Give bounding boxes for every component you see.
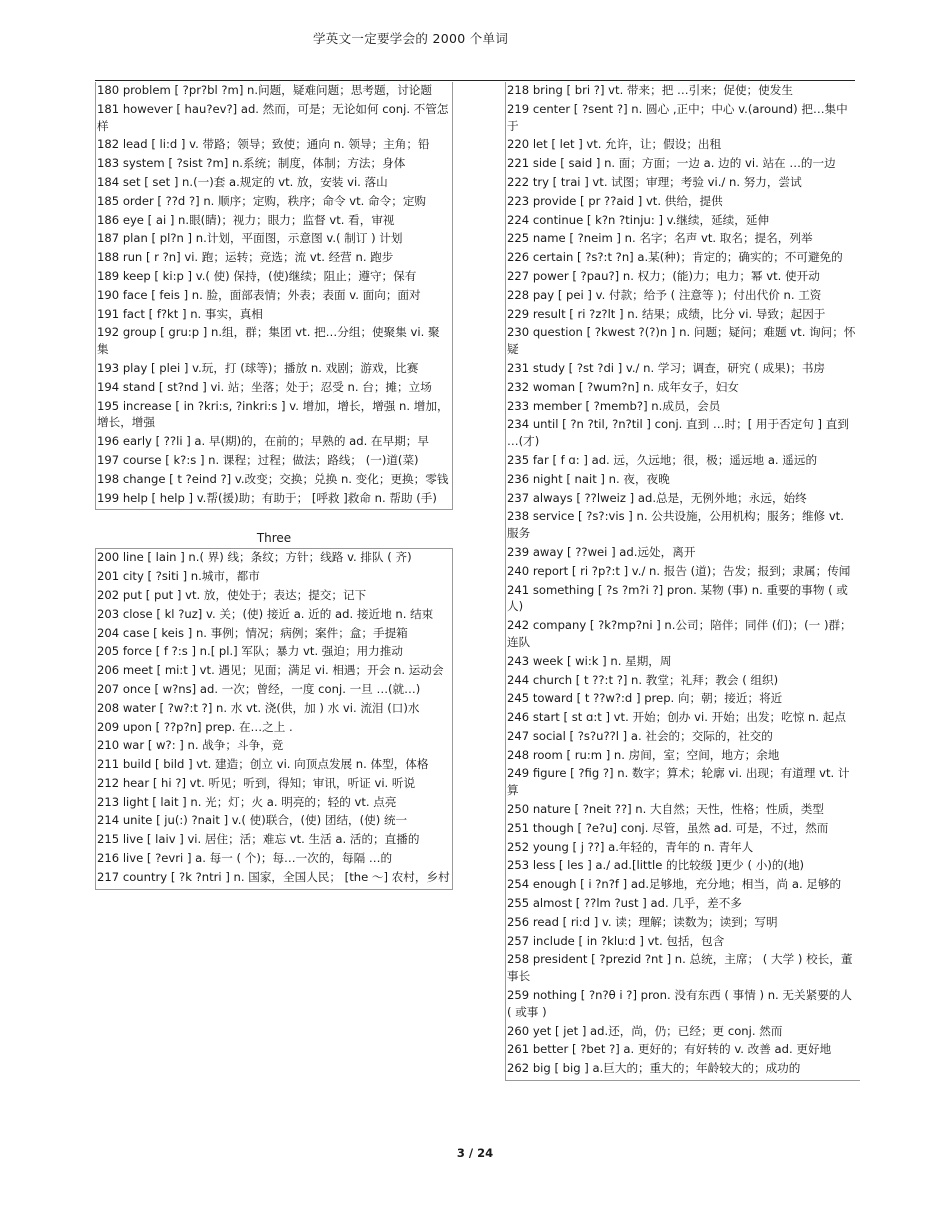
- word-entry: 253 less [ les ] a./ ad.[little 的比较级 ]更少 ( 小)的(地): [507, 858, 805, 873]
- word-entry: 237 always [ ??lweiz ] ad.总是，无例外地；永远，始终: [507, 490, 807, 505]
- word-entry: 260 yet [ jet ] ad.还，尚，仍；已经；更 conj. 然而: [507, 1023, 783, 1038]
- left-column: [95, 82, 453, 890]
- word-entry: 221 side [ said ] n. 面；方面；一边 a. 边的 vi. 站在 …的一边: [507, 156, 836, 171]
- word-entry: 235 far [ f ɑ: ] ad. 远，久远地；很，极；遥远地 a. 遥远的: [507, 452, 818, 467]
- word-entry: 254 enough [ i ?n?f ] ad.足够地，充分地；相当，尚 a. 足够的: [507, 877, 842, 892]
- word-entry: 183 system [ ?sist ?m] n.系统；制度，体制；方法；身体: [97, 156, 406, 171]
- word-entry: 211 build [ bild ] vt. 建造；创立 vi. 向顶点发展 n. 体型，体格: [97, 757, 429, 772]
- word-entry: 217 country [ ?k ?ntri ] n. 国家，全国人民； [the ～] 农村，乡村: [97, 869, 450, 884]
- word-entry: 232 woman [ ?wum?n] n. 成年女子，妇女: [507, 379, 739, 394]
- word-entry: 214 unite [ ju(:) ?nait ] v.( 使)联合，(使) 团结，(使) 统一: [97, 813, 408, 828]
- word-entry: 261 better [ ?bet ?] a. 更好的；有好转的 v. 改善 ad. 更好地: [507, 1042, 832, 1057]
- word-entry: 189 keep [ ki:p ] v.( 使) 保持，(使)继续；阻止；遵守；保有: [97, 268, 417, 283]
- word-entry: 241 something [ ?s ?m?i ?] pron. 某物 (事) n. 重要的事物 ( 或人): [507, 582, 848, 614]
- word-entry: 220 let [ let ] vt. 允许，让；假设；出租: [507, 137, 722, 152]
- word-entry: 193 play [ plei ] v.玩，打 (球等)；播放 n. 戏剧；游戏，比赛: [97, 360, 419, 375]
- word-entry: 180 problem [ ?pr?bl ?m] n.问题，疑难问题；思考题，讨论题: [97, 83, 432, 97]
- word-entry: 228 pay [ pei ] v. 付款；给予 ( 注意等 )；付出代价 n. 工资: [507, 287, 822, 302]
- word-entry: 249 figure [ ?fig ?] n. 数字；算术；轮廓 vi. 出现；有道理 vt. 计算: [507, 766, 850, 798]
- word-entry: 204 case [ keis ] n. 事例；情况；病例；案件；盒；手提箱: [97, 625, 408, 640]
- word-entry: 218 bring [ bri ?] vt. 带来；把 …引来；促使；使发生: [507, 83, 793, 97]
- word-entry: 223 provide [ pr ??aid ] vt. 供给，提供: [507, 193, 723, 208]
- word-entry: 215 live [ laiv ] vi. 居住；活；难忘 vt. 生活 a. 活的；直播的: [97, 832, 420, 847]
- word-entry: 213 light [ lait ] n. 光；灯；火 a. 明亮的；轻的 vt. 点亮: [97, 794, 397, 809]
- word-entry: 242 company [ ?k?mp?ni ] n.公司；陪伴；同伴 (们)；(一 )群；连队: [507, 618, 852, 649]
- word-entry: 194 stand [ st?nd ] vi. 站；坐落；处于；忍受 n. 台；摊；立场: [97, 379, 432, 394]
- word-entry: 205 force [ f ?:s ] n.[ pl.] 军队；暴力 vt. 强迫；用力推动: [97, 644, 403, 659]
- word-entry: 230 question [ ?kwest ?(?)n ] n. 问题；疑问；难题 vt. 询问；怀疑: [507, 325, 856, 357]
- word-entry: 210 war [ w?: ] n. 战争；斗争，竞: [97, 738, 284, 753]
- word-entry: 257 include [ in ?klu:d ] vt. 包括，包含: [507, 933, 725, 948]
- word-entry: 238 service [ ?s?:vis ] n. 公共设施，公用机构；服务；维修 vt. 服务: [507, 509, 844, 541]
- page-header: [95, 24, 855, 81]
- word-entry: 262 big [ big ] a.巨大的；重大的；年龄较大的；成功的: [507, 1061, 801, 1076]
- word-entry: 229 result [ ri ?z?lt ] n. 结果；成绩，比分 vi. 导致；起因于: [507, 306, 826, 321]
- word-entry: 256 read [ ri:d ] v. 读；理解；读数为；读到；写明: [507, 914, 778, 929]
- word-entry: 244 church [ t ??:t ?] n. 教堂；礼拜；教会 ( 组织): [507, 672, 779, 687]
- word-entry: 239 away [ ??wei ] ad.远处，离开: [507, 544, 696, 559]
- page-number: 3 / 24: [456, 1146, 494, 1160]
- word-entry: 255 almost [ ??lm ?ust ] ad. 几乎，差不多: [507, 896, 742, 911]
- word-list-box: [95, 82, 453, 510]
- word-entry: 191 fact [ f?kt ] n. 事实，真相: [97, 306, 263, 321]
- right-column: [505, 82, 860, 1081]
- word-entry: 207 once [ w?ns] ad. 一次；曾经，一度 conj. 一旦 …(就…): [97, 681, 421, 696]
- word-entry: 208 water [ ?w?:t ?] n. 水 vt. 浇(供，加 ) 水 vi. 流泪 (口)水: [97, 700, 420, 715]
- word-entry: 203 close [ kl ?uz] v. 关；(使) 接近 a. 近的 ad. 接近地 n. 结束: [97, 606, 434, 621]
- word-entry: 234 until [ ?n ?til, ?n?til ] conj. 直到 …时；[ 用于否定句 ] 直到 …(才): [507, 417, 849, 449]
- word-entry: 227 power [ ?pau?] n. 权力；(能)力；电力；幂 vt. 使开动: [507, 268, 820, 283]
- word-list-box: [505, 82, 860, 1081]
- word-entry: 188 run [ r ?n] vi. 跑；运转；竞选；流 vt. 经营 n. 跑步: [97, 250, 394, 265]
- word-entry: 202 put [ put ] vt. 放，使处于；表达；提交；记下: [97, 587, 367, 602]
- word-entry: 258 president [ ?prezid ?nt ] n. 总统，主席； ( 大学 ) 校长，董事长: [507, 952, 853, 984]
- word-entry: 252 young [ j ??] a.年轻的，青年的 n. 青年人: [507, 839, 754, 854]
- word-entry: 186 eye [ ai ] n.眼(睛)；视力；眼力；监督 vt. 看，审视: [97, 212, 395, 227]
- word-entry: 247 social [ ?s?u??l ] a. 社会的；交际的，社交的: [507, 728, 773, 743]
- word-entry: 226 certain [ ?s?:t ?n] a.某(种)；肯定的；确实的；不可避免的: [507, 250, 843, 265]
- word-entry: 185 order [ ??d ?] n. 顺序；定购，秩序；命令 vt. 命令；定购: [97, 193, 427, 208]
- section-title: Three: [256, 531, 292, 546]
- word-entry: 245 toward [ t ??w?:d ] prep. 向；朝；接近；将近: [507, 691, 783, 706]
- word-entry: 243 week [ wi:k ] n. 星期，周: [507, 653, 672, 668]
- word-entry: 196 early [ ??li ] a. 早(期)的，在前的；早熟的 ad. 在早期；早: [97, 434, 429, 449]
- word-entry: 231 study [ ?st ?di ] v./ n. 学习；调查，研究 ( 成果)；书房: [507, 360, 826, 375]
- word-entry: 216 live [ ?evri ] a. 每一 ( 个)；每…一次的，每隔 …的: [97, 851, 393, 866]
- page-title: 学英文一定要学会的 2000 个单词: [313, 31, 509, 46]
- word-entry: 182 lead [ li:d ] v. 带路；领导；致使；通向 n. 领导；主角；铅: [97, 137, 430, 152]
- word-entry: 195 increase [ in ?kri:s, ?inkri:s ] v. 增加，增长，增强 n. 增加，增长，增强: [97, 398, 449, 430]
- word-entry: 246 start [ st ɑ:t ] vt. 开始；创办 vi. 开始；出发；吃惊 n. 起点: [507, 710, 846, 725]
- word-entry: 259 nothing [ ?n?θ i ?] pron. 没有东西 ( 事情 ) n. 无关紧要的人 ( 或事 ): [507, 988, 852, 1019]
- word-entry: 236 night [ nait ] n. 夜，夜晚: [507, 471, 670, 486]
- word-entry: 201 city [ ?siti ] n.城市，都市: [97, 569, 260, 584]
- word-entry: 219 center [ ?sent ?] n. 圆心 ,正中；中心 v.(around) 把…集中于: [507, 101, 848, 133]
- word-entry: 198 change [ t ?eind ?] v.改变；交换；兑换 n. 变化；更换；零钱: [97, 471, 449, 486]
- word-entry: 224 continue [ k?n ?tinju: ] v.继续，延续，延伸: [507, 212, 770, 227]
- word-entry: 200 line [ lain ] n.( 界) 线；条纹；方针；线路 v. 排队 ( 齐): [97, 550, 412, 565]
- word-entry: 181 however [ hau?ev?] ad. 然而，可是；无论如何 conj. 不管怎样: [97, 101, 449, 133]
- word-entry: 199 help [ help ] v.帮(援)助；有助于； [呼救 ]救命 n. 帮助 (手): [97, 490, 437, 505]
- word-entry: 225 name [ ?neim ] n. 名字；名声 vt. 取名；提名，列举: [507, 231, 813, 246]
- word-entry: 248 room [ ru:m ] n. 房间，室；空间，地方；余地: [507, 747, 780, 762]
- word-entry: 251 though [ ?e?u] conj. 尽管，虽然 ad. 可是，不过，然而: [507, 820, 829, 835]
- word-entry: 190 face [ feis ] n. 脸，面部表情；外表；表面 v. 面向；面对: [97, 287, 421, 302]
- word-entry: 206 meet [ mi:t ] vt. 遇见；见面；满足 vi. 相遇；开会 n. 运动会: [97, 663, 444, 678]
- word-entry: 240 report [ ri ?p?:t ] v./ n. 报告 (道)；告发；报到；隶属；传闻: [507, 563, 851, 578]
- word-entry: 222 try [ trai ] vt. 试图；审理；考验 vi./ n. 努力，尝试: [507, 174, 802, 189]
- word-entry: 192 group [ gru:p ] n.组，群；集团 vt. 把…分组；使聚集 vi. 聚集: [97, 325, 440, 357]
- word-entry: 250 nature [ ?neit ??] n. 大自然；天性，性格；性质，类型: [507, 802, 824, 817]
- word-list-box: [95, 548, 453, 889]
- word-entry: 184 set [ set ] n.(一)套 a.规定的 vt. 放，安装 vi. 落山: [97, 174, 388, 189]
- word-entry: 209 upon [ ??p?n] prep. 在…之上 .: [97, 719, 293, 734]
- word-entry: 197 course [ k?:s ] n. 课程；过程；做法；路线； (一)道(菜): [97, 452, 419, 467]
- word-entry: 233 member [ ?memb?] n.成员，会员: [507, 398, 721, 413]
- word-entry: 187 plan [ pl?n ] n.计划，平面图，示意图 v.( 制订 ) 计划: [97, 231, 403, 246]
- word-entry: 212 hear [ hi ?] vt. 听见；听到，得知；审讯，听证 vi. 听说: [97, 775, 416, 790]
